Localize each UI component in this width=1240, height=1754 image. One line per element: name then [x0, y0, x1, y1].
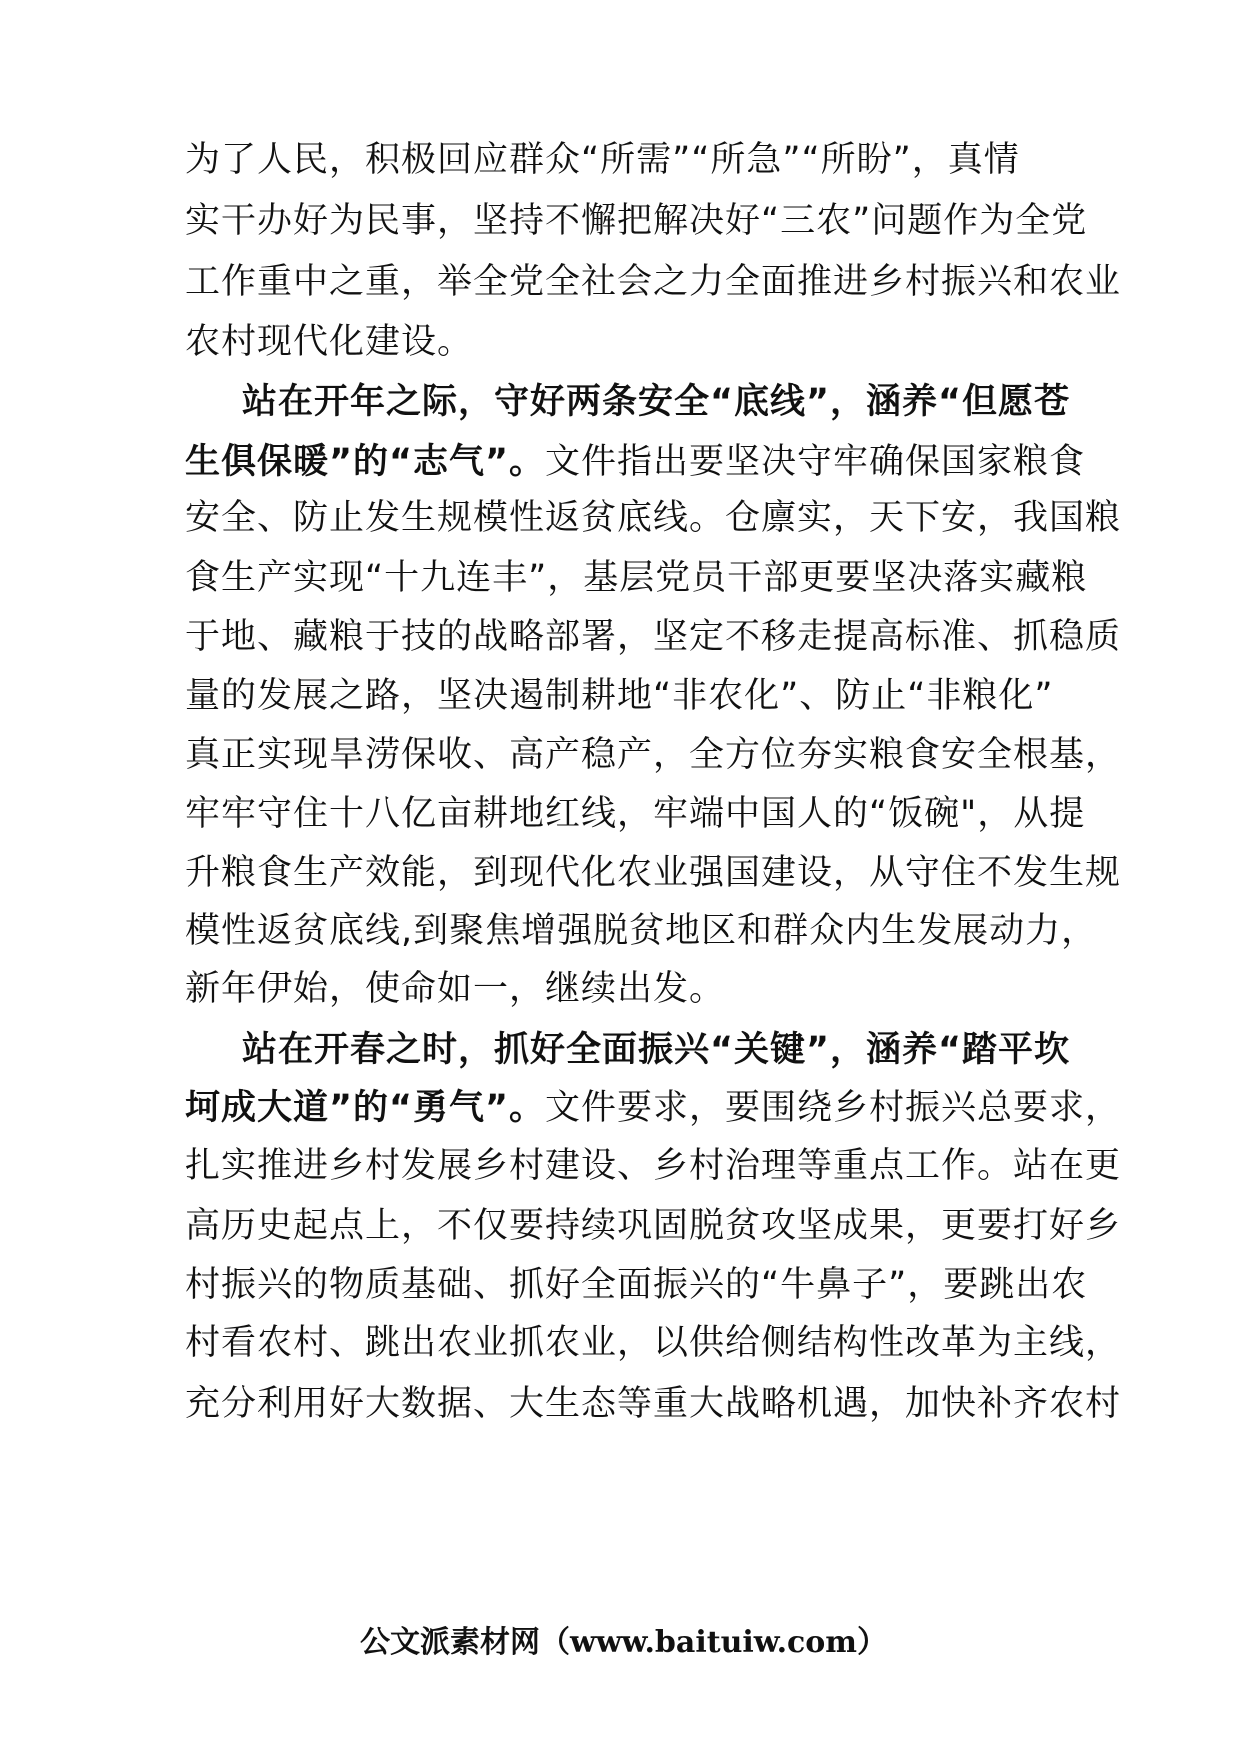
body-text-line: 牢牢守住十八亿亩耕地红线，牢端中国人的“饭碗"，从提: [185, 794, 1086, 834]
body-text-line: 充分利用好大数据、大生态等重大战略机遇，加快补齐农村: [185, 1384, 1122, 1424]
section-heading: 站在开春之时，抓好全面振兴“关键”，涵养“踏平坎: [242, 1030, 1071, 1070]
body-text-line: 安全、防止发生规模性返贫底线。仓廪实，天下安，我国粮: [185, 498, 1122, 538]
body-text-line: [185, 442, 1085, 482]
section-heading-continuation: 坷成大道”的“勇气”。: [185, 1088, 546, 1128]
body-text-line: 模性返贫底线,到聚焦增强脱贫地区和群众内生发展动力，: [185, 911, 1098, 951]
body-text: 文件指出要坚决守牢确保国家粮食: [545, 442, 1086, 482]
body-text-line: 高历史起点上，不仅要持续巩固脱贫攻坚成果，更要打好乡: [185, 1206, 1122, 1246]
body-text-line: 于地、藏粮于技的战略部署，坚定不移走提高标准、抓稳质: [185, 617, 1122, 657]
body-text-line: 实干办好为民事，坚持不懈把解决好“三农”问题作为全党: [185, 201, 1088, 241]
body-text-line: 村看农村、跳出农业抓农业，以供给侧结构性改革为主线，: [185, 1323, 1122, 1363]
body-text-line: 村振兴的物质基础、抓好全面振兴的“牛鼻子”，要跳出农: [185, 1265, 1088, 1305]
footer-watermark: 公文派素材网（www.baituiw.com）: [360, 1625, 888, 1660]
body-text-line: 为了人民，积极回应群众“所需”“所急”“所盼”，真情: [185, 140, 1020, 180]
body-text-line: 扎实推进乡村发展乡村建设、乡村治理等重点工作。站在更: [185, 1146, 1122, 1186]
body-text-line: 升粮食生产效能，到现代化农业强国建设，从守住不发生规: [185, 853, 1122, 893]
body-text: 文件要求，要围绕乡村振兴总要求，: [545, 1088, 1122, 1128]
body-text-line: 量的发展之路，坚决遏制耕地“非农化”、防止“非粮化”: [185, 676, 1054, 716]
body-text-line: 农村现代化建设。: [185, 322, 474, 362]
body-text-line: 工作重中之重，举全党全社会之力全面推进乡村振兴和农业: [185, 262, 1122, 302]
body-text-line: 食生产实现“十九连丰”，基层党员干部更要坚决落实藏粮: [185, 558, 1088, 598]
body-text-line: 新年伊始，使命如一，继续出发。: [185, 969, 726, 1009]
body-text-line: 真正实现旱涝保收、高产稳产，全方位夯实粮食安全根基，: [185, 735, 1122, 775]
body-text-line: [185, 1088, 1121, 1128]
section-heading-continuation: 生俱保暖”的“志气”。: [185, 442, 546, 482]
section-heading: 站在开年之际，守好两条安全“底线”，涵养“但愿苍: [242, 382, 1071, 422]
